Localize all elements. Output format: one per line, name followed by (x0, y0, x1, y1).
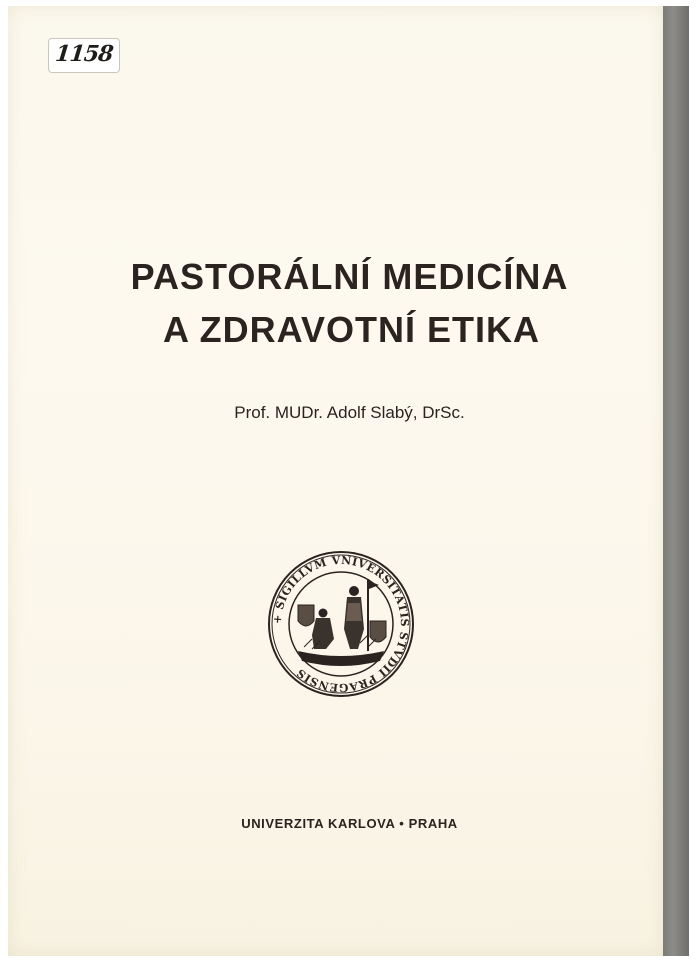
publisher-line: UNIVERZITA KARLOVA • PRAHA (241, 816, 458, 831)
cover-page (8, 6, 663, 956)
author-name: Prof. MUDr. Adolf Slabý, DrSc. (234, 403, 465, 422)
book-title-line-2: A ZDRAVOTNÍ ETIKA (163, 309, 540, 350)
inventory-sticker (48, 38, 120, 73)
inventory-number: 1158 (54, 41, 114, 67)
seal-legend: + SIGILLVM VNIVERSITATIS STVDII PRAGENSIS (270, 553, 412, 695)
university-seal-icon (268, 551, 414, 697)
book-spine-edge (663, 6, 689, 956)
book-title-line-1: PASTORÁLNÍ MEDICÍNA (130, 256, 569, 297)
